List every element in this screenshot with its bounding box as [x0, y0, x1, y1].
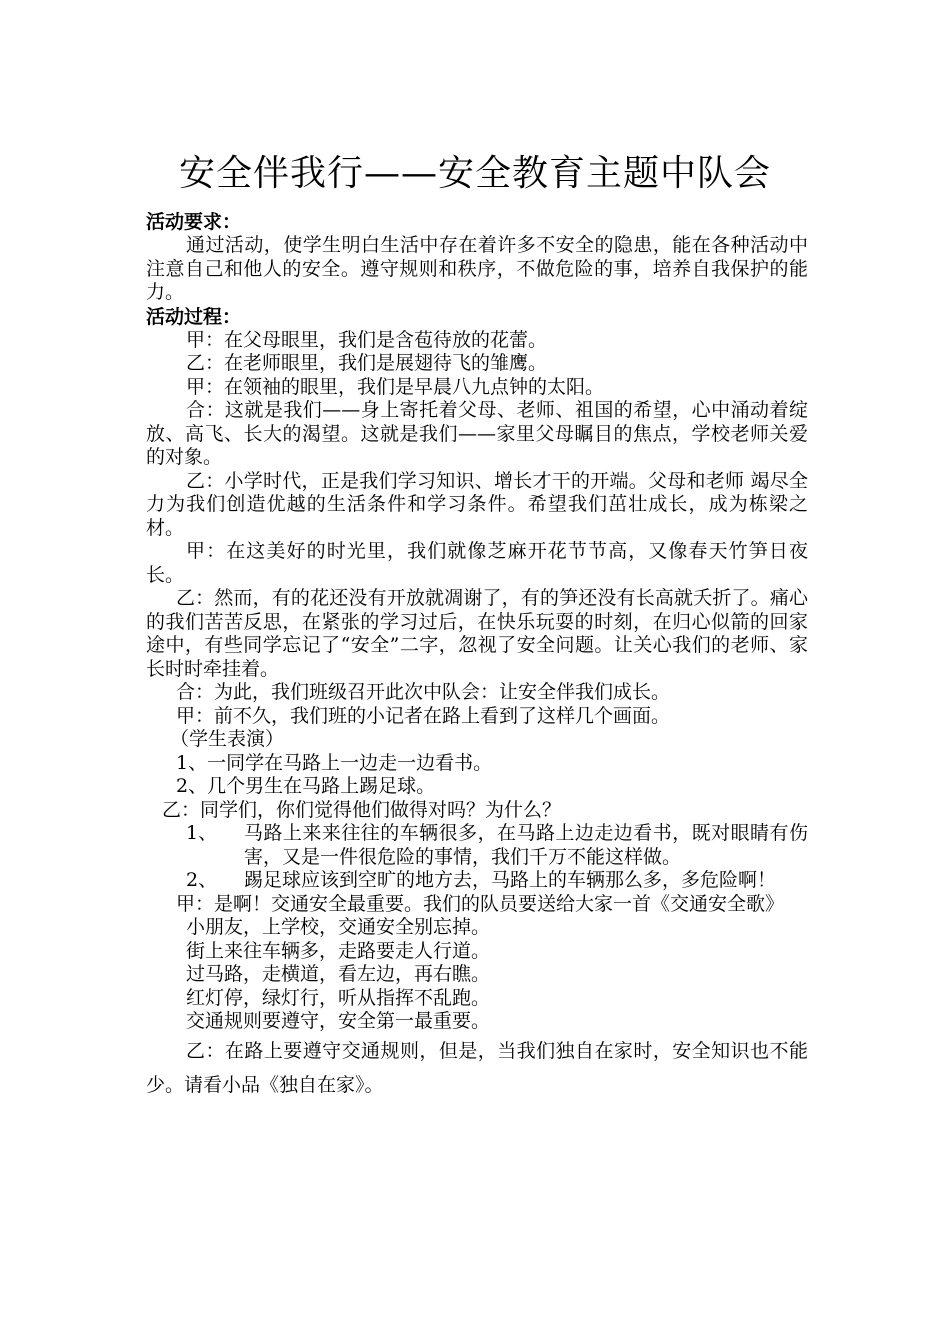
- dialogue-line: 乙：同学们，你们觉得他们做得对吗？为什么？: [162, 798, 562, 821]
- list-item: 2、几个男生在马路上踢足球。: [176, 775, 436, 797]
- answer-number: 1、: [186, 822, 218, 844]
- document-body: [146, 210, 808, 1102]
- song-line: 交通规则要遵守，安全第一最重要。: [186, 1010, 491, 1032]
- dialogue-line: 甲：在父母眼里，我们是含苞待放的花蕾。: [186, 328, 548, 351]
- answer-number: 2、: [186, 869, 218, 891]
- song-line: 过马路，走横道，看左边，再右瞧。: [186, 963, 491, 985]
- dialogue-line: 合：为此，我们班级召开此次中队会：让安全伴我们成长。: [176, 681, 671, 703]
- numbered-answer: [146, 822, 808, 869]
- song-line: 小朋友，上学校，交通安全别忘掉。: [186, 916, 491, 938]
- dialogue-line: 甲：前不久，我们班的小记者在路上看到了这样几个画面。: [176, 704, 671, 727]
- song-line: 红灯停，绿灯行，听从指挥不乱跑。: [186, 986, 491, 1009]
- dialogue-line: 甲：在这美好的时光里，我们就像芝麻开花节节高，又像春天竹笋日夜长。: [146, 540, 808, 586]
- answer-text: 踢足球应该到空旷的地方去，马路上的车辆那么多，多危险啊！: [244, 869, 777, 891]
- dialogue-line: 乙：小学时代，正是我们学习知识、增长才干的开端。父母和老师 竭尽全力为我们创造优越的生活条件和学习条件。希望我们茁壮成长，成为栋梁之材。: [146, 469, 808, 539]
- dialogue-line: 合：这就是我们——身上寄托着父母、老师、祖国的希望，心中涌动着绽放、高飞、长大的渴望。这就是我们——家里父母瞩目的焦点，学校老师关爱的对象。: [146, 399, 808, 468]
- section-heading-requirements: 活动要求：: [146, 211, 242, 233]
- dialogue-line: 乙：在老师眼里，我们是展翅待飞的雏鹰。: [186, 352, 548, 374]
- stage-note: （学生表演）: [170, 728, 285, 750]
- list-item: 1、一同学在马路上一边走一边看书。: [176, 751, 493, 774]
- dialogue-line: 乙：在路上要遵守交通规则，但是，当我们独自在家时，安全知识也不能少。请看小品《独自在家》。: [146, 1039, 808, 1096]
- dialogue-line: 甲：在领袖的眼里，我们是早晨八九点钟的太阳。: [186, 375, 605, 398]
- paragraph-requirements: 通过活动，使学生明白生活中存在着许多不安全的隐患，能在各种活动中注意自己和他人的安全。遵守规则和秩序，不做危险的事，培养自我保护的能力。: [146, 234, 808, 303]
- dialogue-line: 甲：是啊！交通安全最重要。我们的队员要送给大家一首《交通安全歌》: [176, 892, 785, 915]
- song-line: 街上来往车辆多，走路要走人行道。: [186, 939, 491, 962]
- answer-text: 马路上来来往往的车辆很多，在马路上边走边看书，既对眼睛有伤害，又是一件很危险的事情，我们千万不能这样做。: [244, 822, 808, 868]
- section-heading-process: 活动过程：: [146, 305, 242, 328]
- page-title: 安全伴我行——安全教育主题中队会: [178, 153, 771, 194]
- numbered-answer: [146, 869, 808, 893]
- dialogue-line: 乙：然而，有的花还没有开放就凋谢了，有的笋还没有长高就夭折了。痛心的我们苦苦反思，在紧张的学习过后，在快乐玩耍的时刻，在归心似箭的回家途中，有些同学忘记了“安全”二字，忽视了安全问题。让关心我们的老师、家长时时牵挂着。: [146, 587, 808, 680]
